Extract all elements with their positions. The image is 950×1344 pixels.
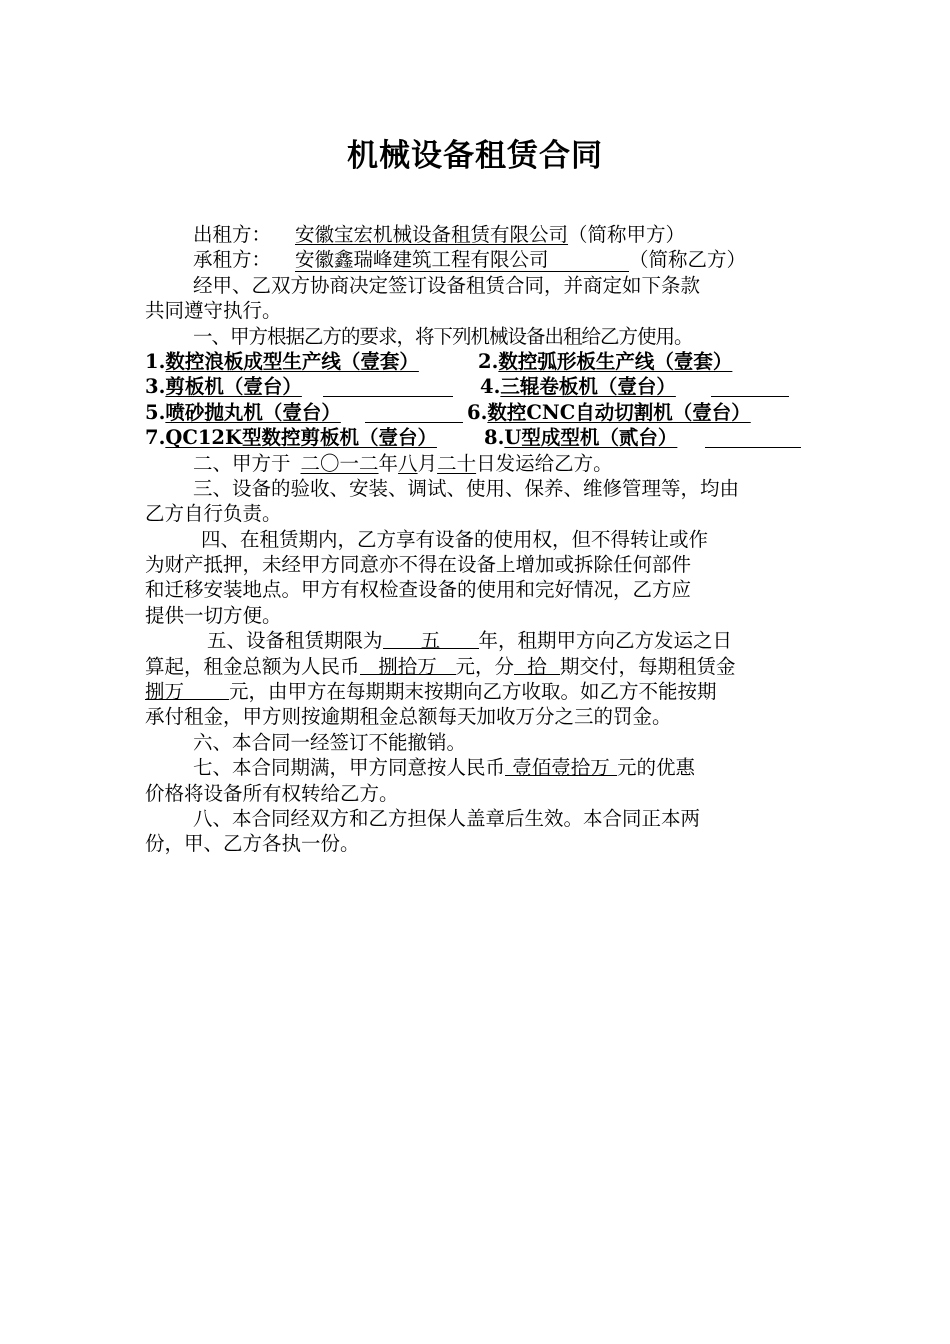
delivery-month: 八	[398, 451, 418, 475]
buyout-price: 壹佰壹拾万	[505, 755, 617, 776]
lessor-label: 出租方：	[193, 223, 272, 246]
clause-8-line-2: 份，甲、乙方各执一份。	[145, 832, 360, 856]
clause-4-line-4: 提供一切方便。	[145, 603, 282, 627]
lessee-short: （简称乙方）	[629, 248, 747, 272]
equipment-item-6: 6.数控CNC自动切割机（壹台）	[467, 400, 751, 424]
equipment-row-2	[145, 374, 810, 399]
rent-total: 捌拾万	[360, 654, 456, 675]
equipment-item-8: 8.U型成型机（贰台）	[484, 426, 678, 450]
lessee-label: 承租方：	[193, 248, 272, 272]
lessor-name: 安徽宝宏机械设备租赁有限公司	[295, 223, 569, 246]
lessor-short: （简称甲方）	[568, 223, 686, 246]
equipment-item-3: 3.剪板机（壹台）	[145, 375, 302, 399]
clause-2: 二、甲方于 二〇一二年八月二十日发运给乙方。	[193, 451, 613, 475]
clause-4-line-2: 为财产抵押，未经甲方同意亦不得在设备上增加或拆除任何部件	[145, 553, 692, 577]
intro-line-1: 经甲、乙双方协商决定签订设备租赁合同，并商定如下条款	[193, 273, 701, 297]
lessee-line	[145, 247, 810, 272]
equipment-item-2: 2.数控弧形板生产线（壹套）	[478, 349, 733, 373]
equipment-blank-rule	[705, 447, 801, 448]
installment-amount: 捌万	[145, 679, 229, 700]
equipment-item-5: 5.喷砂抛丸机（壹台）	[145, 400, 341, 424]
lessor-line	[145, 222, 810, 247]
clause-6: 六、本合同一经签订不能撤销。	[193, 730, 467, 754]
delivery-year: 二〇一二	[300, 451, 379, 475]
intro-line-2: 共同遵守执行。	[145, 299, 282, 323]
equipment-item-7: 7.QC12K型数控剪板机（壹台）	[145, 426, 437, 450]
clause-5-line-4: 承付租金，甲方则按逾期租金总额每天加收万分之三的罚金。	[145, 705, 672, 729]
contract-body	[145, 222, 810, 857]
clause-3-line-2: 乙方自行负责。	[145, 502, 282, 526]
clause-8-line-1: 八、本合同经双方和乙方担保人盖章后生效。本合同正本两	[193, 806, 701, 830]
clause-3-line-1: 三、设备的验收、安装、调试、使用、保养、维修管理等，均由	[193, 476, 740, 500]
lease-term: 五	[383, 628, 479, 649]
equipment-row-1	[145, 349, 810, 374]
equipment-row-3	[145, 400, 810, 425]
clause-4-line-1: 四、在租赁期内，乙方享有设备的使用权，但不得转让或作	[201, 527, 709, 551]
equipment-blank-rule	[323, 396, 453, 397]
installment-count: 拾	[514, 654, 560, 675]
equipment-item-1: 1.数控浪板成型生产线（壹套）	[145, 349, 419, 373]
lessee-name: 安徽鑫瑞峰建筑工程有限公司	[295, 249, 629, 272]
equipment-blank-rule	[365, 422, 463, 423]
clause-5-line-1: 五、设备租赁期限为 五 年，租期甲方向乙方发运之日	[207, 629, 733, 653]
clause-1: 一、甲方根据乙方的要求，将下列机械设备出租给乙方使用。	[193, 324, 693, 348]
clause-7-line-1: 七、本合同期满，甲方同意按人民币 壹佰壹拾万 元的优惠	[193, 756, 696, 780]
clause-5-line-3: 捌万 元，由甲方在每期期末按期向乙方收取。如乙方不能按期	[145, 680, 717, 704]
clause-5-line-2: 算起，租金总额为人民币 捌拾万 元，分 拾 期交付，每期租赁金	[145, 654, 736, 678]
clause-4-line-3: 和迁移安装地点。甲方有权检查设备的使用和完好情况，乙方应	[145, 578, 692, 602]
clause-7-line-2: 价格将设备所有权转给乙方。	[145, 781, 399, 805]
equipment-blank-rule	[711, 396, 789, 397]
delivery-day: 二十	[437, 451, 477, 475]
document-title: 机械设备租赁合同	[347, 138, 603, 174]
equipment-row-4	[145, 425, 810, 450]
equipment-item-4: 4.三辊卷板机（壹台）	[480, 375, 676, 399]
